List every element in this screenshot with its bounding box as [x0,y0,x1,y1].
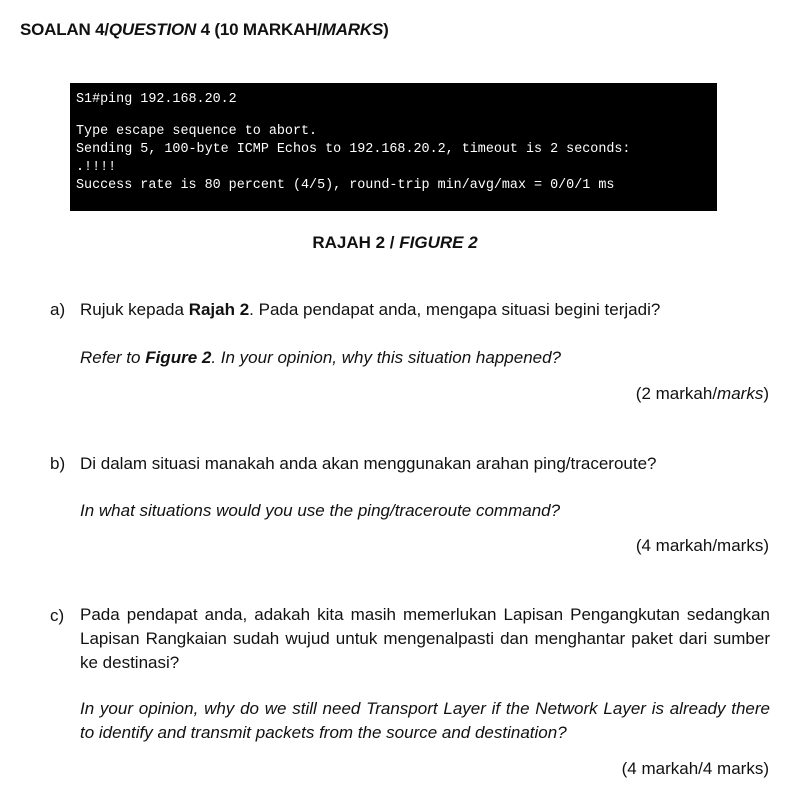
question-b-letter: b) [50,454,66,473]
figure-caption-ms: RAJAH 2 / [312,233,400,252]
heading-prefix: SOALAN 4/ [20,20,109,39]
question-c-ms: Pada pendapat anda, adakah kita masih memerlukan Lapisan Pengangkutan sedangkan Lapisan Rangkaian sudah wujud untuk mengenalpasti dan menghantar paket dari sumber ke destinasi? [80,605,770,672]
question-a-ms-after: . Pada pendapat anda, mengapa situasi begini terjadi? [249,300,661,319]
question-a-en-bold: Figure 2 [145,348,212,367]
question-heading [20,20,389,40]
question-a-letter: a) [50,300,66,319]
heading-question-en: QUESTION [108,20,197,39]
question-a-en [80,346,770,370]
question-a-marks-en: marks [717,384,764,403]
question-b-marks: (4 markah/marks) [635,536,769,555]
figure-caption [0,233,790,253]
question-a-marks [636,384,769,404]
question-a-ms [80,298,770,322]
question-b-ms: Di dalam situasi manakah anda akan menggunakan arahan ping/traceroute? [80,454,657,473]
terminal-line-blank [76,109,711,123]
question-a-ms-bold: Rajah 2 [188,300,250,319]
question-a-marks-close: ) [763,384,769,403]
question-c-marks: (4 markah/4 marks) [621,759,769,778]
terminal-line-escape: Type escape sequence to abort. [76,124,318,139]
question-a-marks-ms: (2 markah/ [635,384,718,403]
question-a-ms-before: Rujuk kepada [80,300,189,319]
question-c-en: In your opinion, why do we still need Transport Layer if the Network Layer is already there to identify and transmit packets from the source and destination? [80,699,770,742]
terminal-figure [70,83,717,211]
question-c-letter: c) [50,606,65,625]
terminal-line-command: S1#ping 192.168.20.2 [76,92,237,107]
heading-close: ) [383,20,389,39]
heading-marks-en: MARKS [321,20,384,39]
question-a-en-before: Refer to [80,348,146,367]
question-b-en: In what situations would you use the ping/traceroute command? [80,501,561,520]
terminal-line-success: Success rate is 80 percent (4/5), round-trip min/avg/max = 0/0/1 ms [76,178,615,193]
figure-caption-en: FIGURE 2 [399,233,478,252]
question-a-en-after: . In your opinion, why this situation happened? [211,348,562,367]
heading-number: 4 (10 MARKAH/ [196,20,322,39]
terminal-line-result: .!!!! [76,160,117,175]
terminal-line-sending: Sending 5, 100-byte ICMP Echos to 192.168.20.2, timeout is 2 seconds: [76,142,631,157]
